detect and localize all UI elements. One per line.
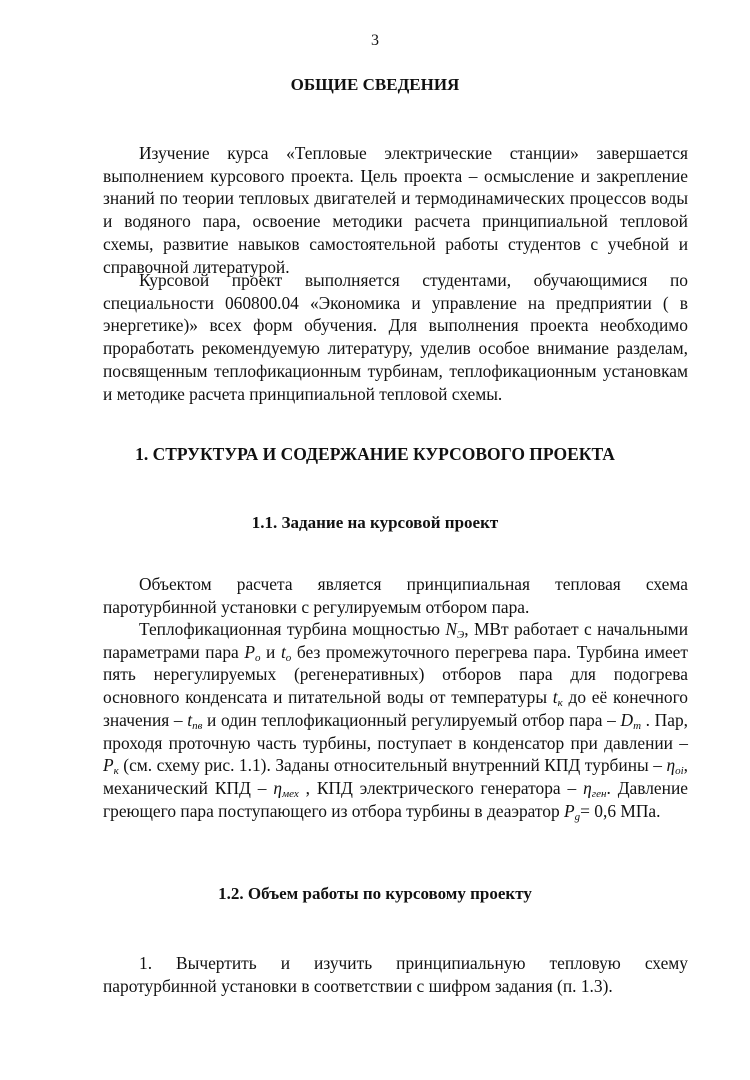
subsection-1-2-title: 1.2. Объем работы по курсовому проекту [218,884,532,903]
subsection-1-1-title: 1.1. Задание на курсовой проект [251,513,499,532]
symbol-mechanical-efficiency: $\eta_{мех}$ [273,777,299,800]
general-paragraph-2: Курсовой проект выполняется студентами, обучающимися по специальности 060800.04 «Экономика и управление на предприятии ( в энергетике)» всех форм обучения. Для выполнения проекта необходимо проработать рекомендуемую литературу, уделив особое внимание разделам, посвященным теплофикационным турбинам, теплофикационным установкам и методике расчета принципиальной тепловой схемы. [103,270,688,404]
general-paragraph-1: Изучение курса «Тепловые электрические станции» завершается выполнением курсового проекта. Цель проекта – осмысление и закрепление знаний по теории тепловых двигателей и термодинамических процессов воды и водяного пара, освоение методики расчета принципиальной тепловой схемы, развитие навыков самостоятельной работы студентов с учебной и справочной литературой. [103,143,688,277]
symbol-initial-pressure: $P_o$ [244,641,261,664]
symbol-heating-extraction: $D_т$ [620,709,642,732]
section-1-title: 1. СТРУКТУРА И СОДЕРЖАНИЕ КУРСОВОГО ПРОЕКТА [135,444,615,464]
section-general-title: ОБЩИЕ СВЕДЕНИЯ [290,75,460,94]
symbol-deaerator-pressure: $P_g$ [564,800,581,823]
task-paragraph-1: Объектом расчета является принципиальная тепловая схема паротурбинной установки с регулируемым отбором пара. [103,574,688,617]
symbol-internal-efficiency: $\eta_{oi}$ [666,755,684,778]
symbol-power: $N_Э$ [445,619,465,641]
page-number: 3 [371,32,379,49]
symbol-condensate-temperature: $t_к$ [552,687,563,710]
symbol-condenser-pressure: $P_к$ [103,755,119,778]
symbol-initial-temperature: $t_o$ [280,641,292,664]
workload-item-1: 1. Вычертить и изучить принципиальную тепловую схему паротурбинной установки в соответствии с шифром задания (п. 1.3). [103,953,688,996]
symbol-feedwater-temperature: $t_{пв}$ [187,709,203,732]
symbol-generator-efficiency: $\eta_{ген}$ [583,777,607,800]
task-paragraph-2: Теплофикационная турбина мощностью $N_Э$, МВт работает с начальными параметрами пара $P_o$ и $t_o$ без промежуточного перегрева пара. Турбина имеет пять нерегулируемых (регенеративных) отборов пара для подогрева основного конденсата и питательной воды от температуры $t_к$ до её конечного значения – $t_{пв}$ и один теплофикационный регулируемый отбор пара – $D_т$ . Пар, проходя проточную часть турбины, поступает в конденсатор при давлении – $P_к$ (см. схему рис. 1.1). Заданы относительный внутренний КПД турбины – $\eta_{oi}$, механический КПД – $\eta_{мех}$ , КПД электрического генератора – $\eta_{ген}$. Давление греющего пара поступающего из отбора турбины в деаэратор $P_g= 0,6$ МПа. [103,619,688,823]
